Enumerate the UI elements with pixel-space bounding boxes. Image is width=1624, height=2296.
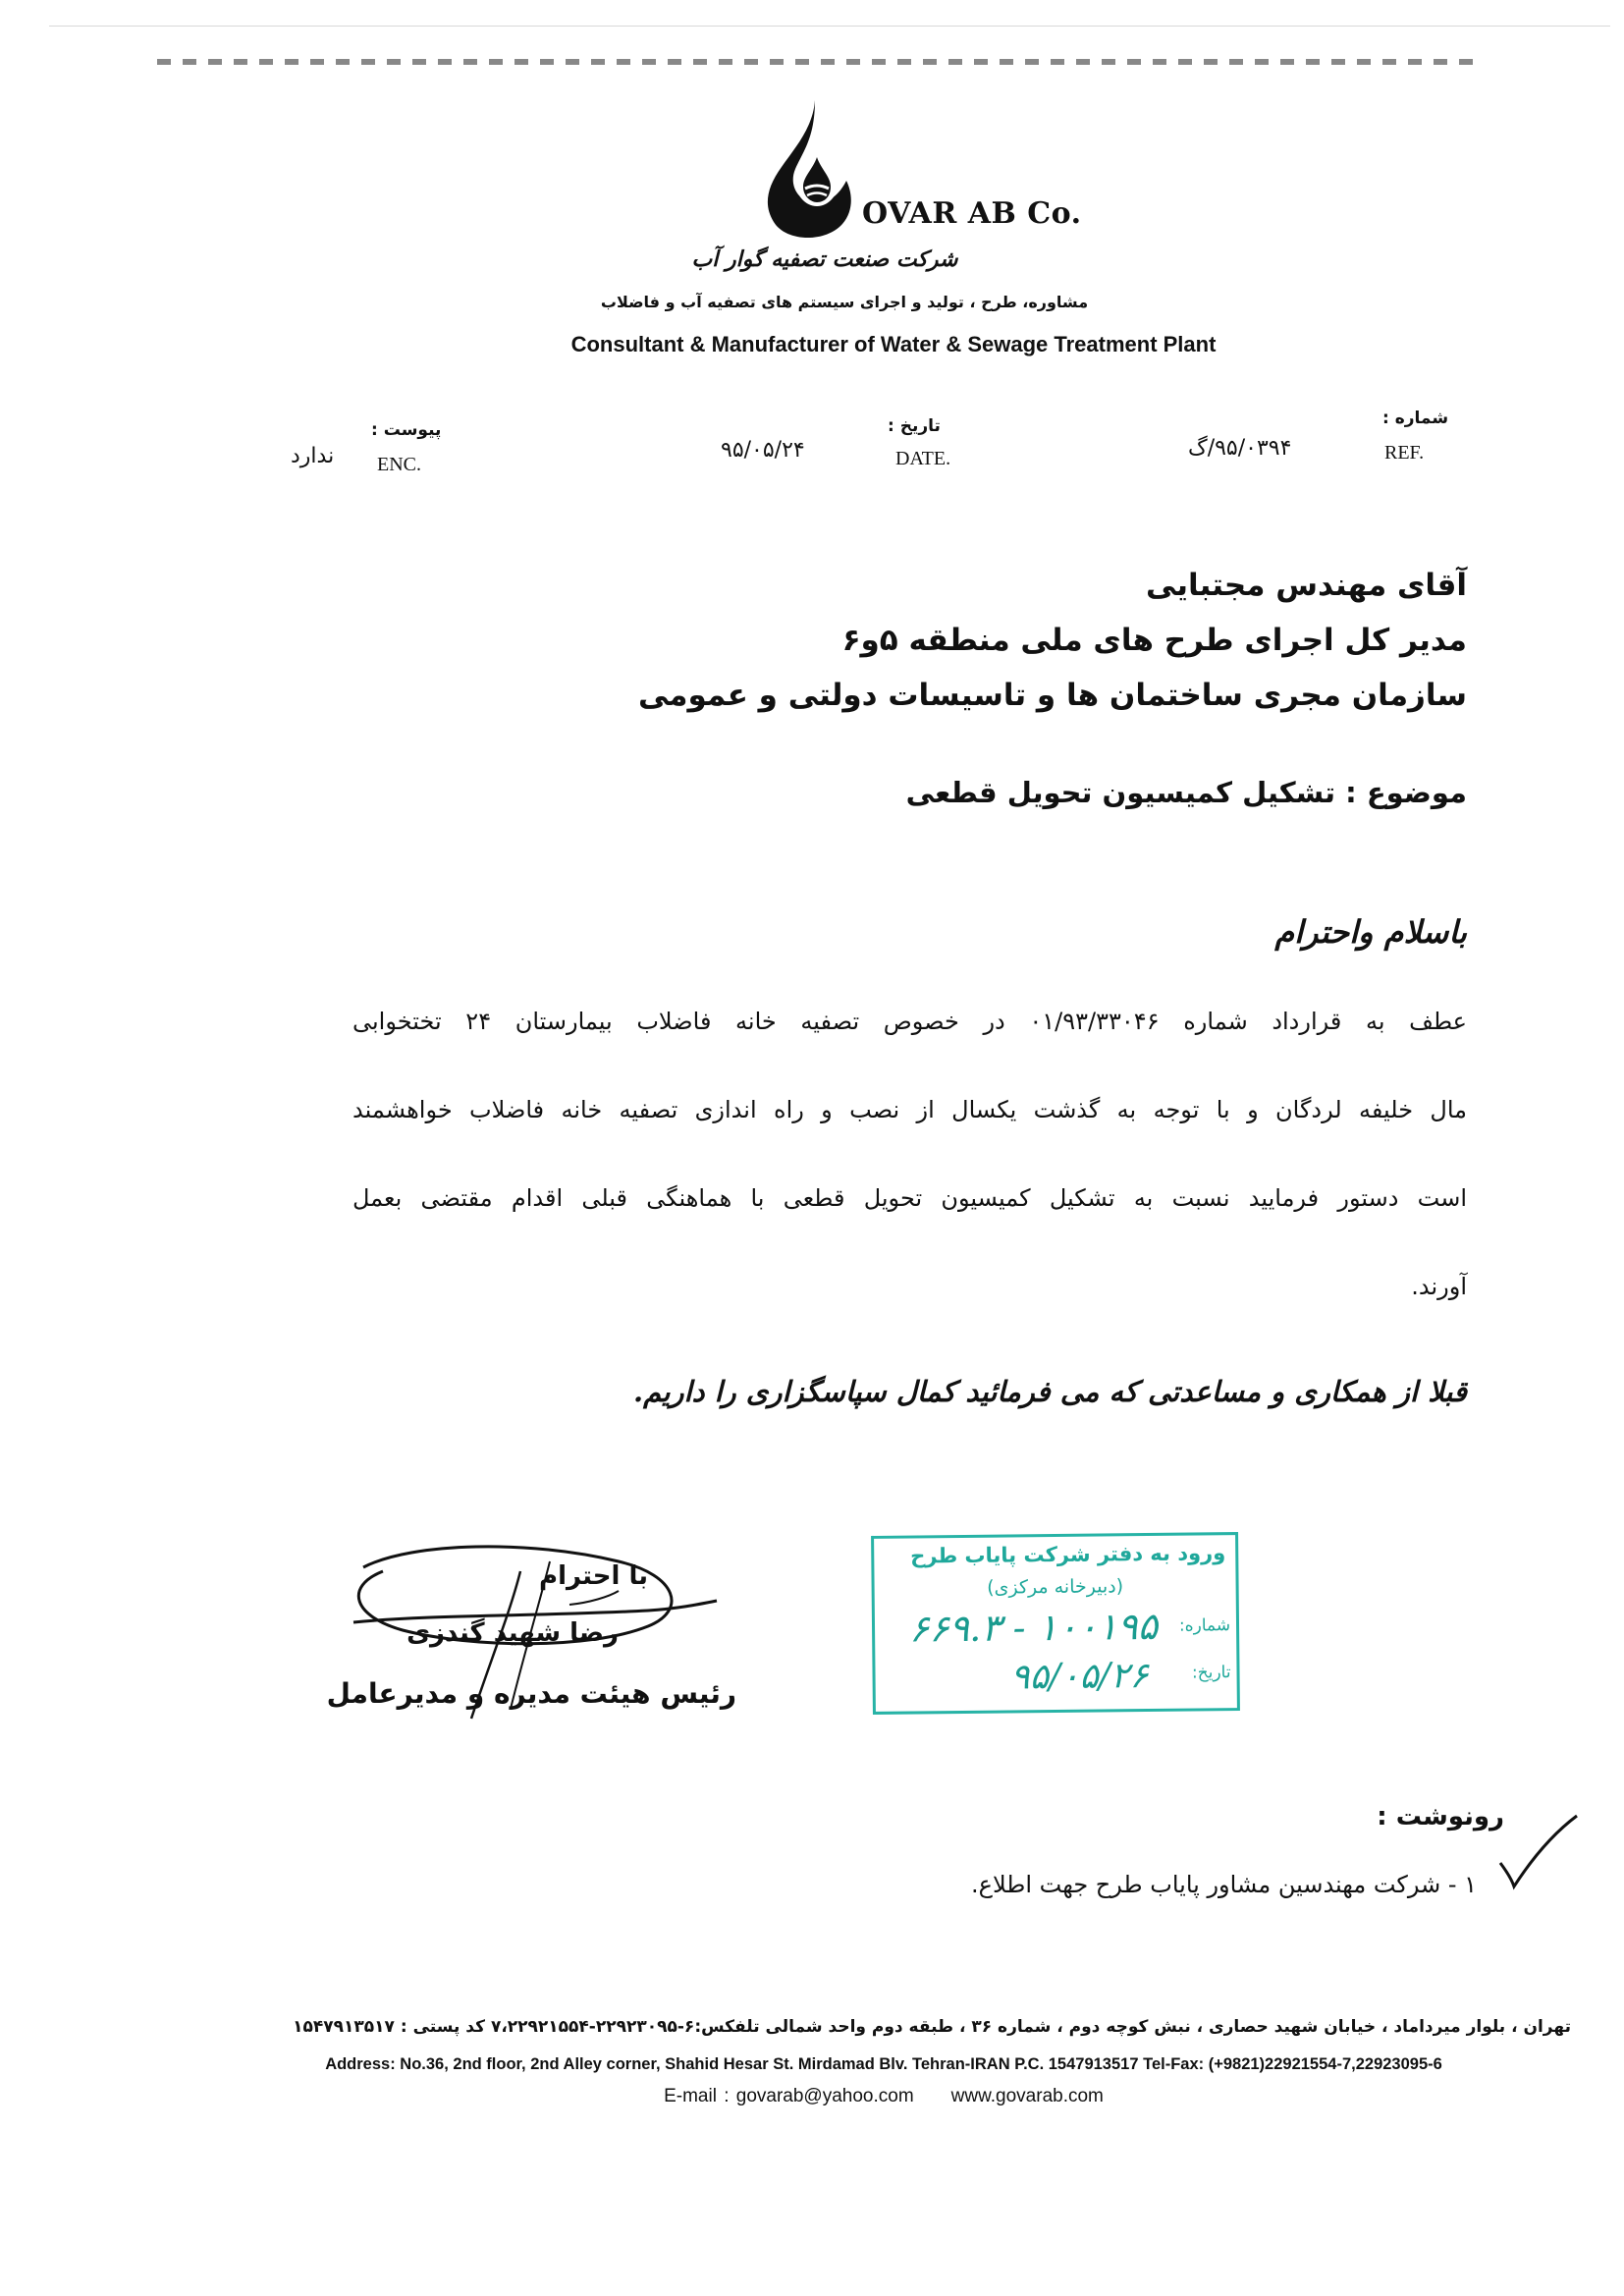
recipient-organization: سازمان مجری ساختمان ها و تاسیسات دولتی و عمومی (637, 678, 1467, 713)
enc-value: ندارد (291, 444, 335, 468)
company-logo (736, 98, 1082, 246)
recipient-position: مدیر کل اجرای طرح های ملی منطقه ۵و۶ (841, 623, 1467, 658)
stamp-number-label: شماره: (1178, 1615, 1231, 1636)
ref-value: ۹۵/۰۳۹۴/گ (1188, 436, 1292, 461)
body-line-4: آورند. (1411, 1273, 1467, 1300)
greeting: باسلام واحترام (1274, 913, 1467, 951)
company-name-fa: شرکت صنعت تصفیه گوار آب (691, 247, 958, 272)
ref-label-fa: شماره : (1382, 409, 1449, 428)
stamp-date-label: تاریخ: (1191, 1663, 1231, 1683)
enc-label-fa: پیوست : (371, 420, 442, 440)
scan-top-edge (49, 26, 1610, 27)
footer-website: www.govarab.com (950, 2086, 1104, 2106)
stamp-title: ورود به دفتر شرکت پایاب طرح (910, 1541, 1226, 1568)
recipient-name: آقای مهندس مجتبایی (1145, 568, 1467, 603)
closing-line: قبلا از همکاری و مساعدتی که می فرمائید کمال سپاسگزاری را داریم. (633, 1375, 1467, 1408)
logo-text: OVAR AB Co. (862, 196, 1082, 231)
stamp-number-value: ۱۰۰۱۹۵ - ۶۶۹.۳ (908, 1604, 1159, 1651)
letter-body (352, 977, 1467, 1331)
date-label-en: DATE. (895, 448, 951, 469)
signature-regards: با احترام (539, 1561, 648, 1591)
signature-name: رضا شهید گندزی (406, 1618, 619, 1648)
received-stamp (871, 1532, 1240, 1715)
water-drop-logo-icon (756, 98, 874, 246)
signature-block (324, 1532, 736, 1738)
body-line-2: مال خلیفه لردگان و با توجه به گذشت یکسال از نصب و راه اندازی تصفیه خانه فاضلاب خواهشمند (352, 1096, 1467, 1123)
stamp-subtitle: (دبیرخانه مرکزی) (987, 1575, 1124, 1599)
footer-address-fa: تهران ، بلوار میرداماد ، خیابان شهید حصاری ، نبش کوچه دوم ، شماره ۳۶ ، طبقه دوم واحد شمالی تلفکس:۶-۲۲۹۲۳۰۹۵-۷،۲۲۹۲۱۵۵۴ کد پستی : ۱۵۴۷۹۱۳۵۱۷ (293, 2017, 1571, 2037)
recipient-block (583, 558, 1467, 723)
tagline-fa: مشاوره، طرح ، تولید و اجرای سیستم های تصفیه آب و فاضلاب (600, 293, 1089, 311)
cc-label: رونوشت : (1377, 1802, 1504, 1831)
check-mark-icon (1492, 1812, 1581, 1890)
footer-contact (589, 2086, 1178, 2107)
cc-item-1: ۱ - شرکت مهندسین مشاور پایاب طرح جهت اطلاع. (971, 1871, 1477, 1898)
footer-email: E-mail : govarab@yahoo.com (664, 2086, 914, 2106)
date-label-fa: تاریخ : (888, 416, 941, 436)
enc-label-en: ENC. (377, 454, 421, 475)
tagline-en: Consultant & Manufacturer of Water & Sewage Treatment Plant (570, 332, 1217, 356)
date-value: ۹۵/۰۵/۲۴ (721, 438, 805, 463)
body-line-3: است دستور فرمایید نسبت به تشکیل کمیسیون تحویل قطعی با هماهنگی قبلی اقدام مقتضی بعمل (352, 1184, 1467, 1212)
ref-label-en: REF. (1384, 442, 1425, 464)
stamp-date-value: ۹۵/۰۵/۲۶ (1010, 1656, 1149, 1698)
footer-address-en: Address: No.36, 2nd floor, 2nd Alley corner, Shahid Hesar St. Mirdamad Blv. Tehran-IRAN P.C. 1547913517 Tel-Fax: (+9821)22921554-7,22923095-6 (325, 2055, 1442, 2073)
scan-header-marks (157, 59, 1483, 65)
body-line-1: عطف به قرارداد شماره ۰۱/۹۳/۳۳۰۴۶ در خصوص تصفیه خانه فاضلاب بیمارستان ۲۴ تختخوابی (352, 1008, 1467, 1035)
subject-line: موضوع : تشکیل کمیسیون تحویل قطعی (905, 776, 1467, 809)
signature-title: رئیس هیئت مدیره و مدیرعامل (326, 1677, 736, 1710)
handwritten-signature-icon (324, 1532, 736, 1738)
